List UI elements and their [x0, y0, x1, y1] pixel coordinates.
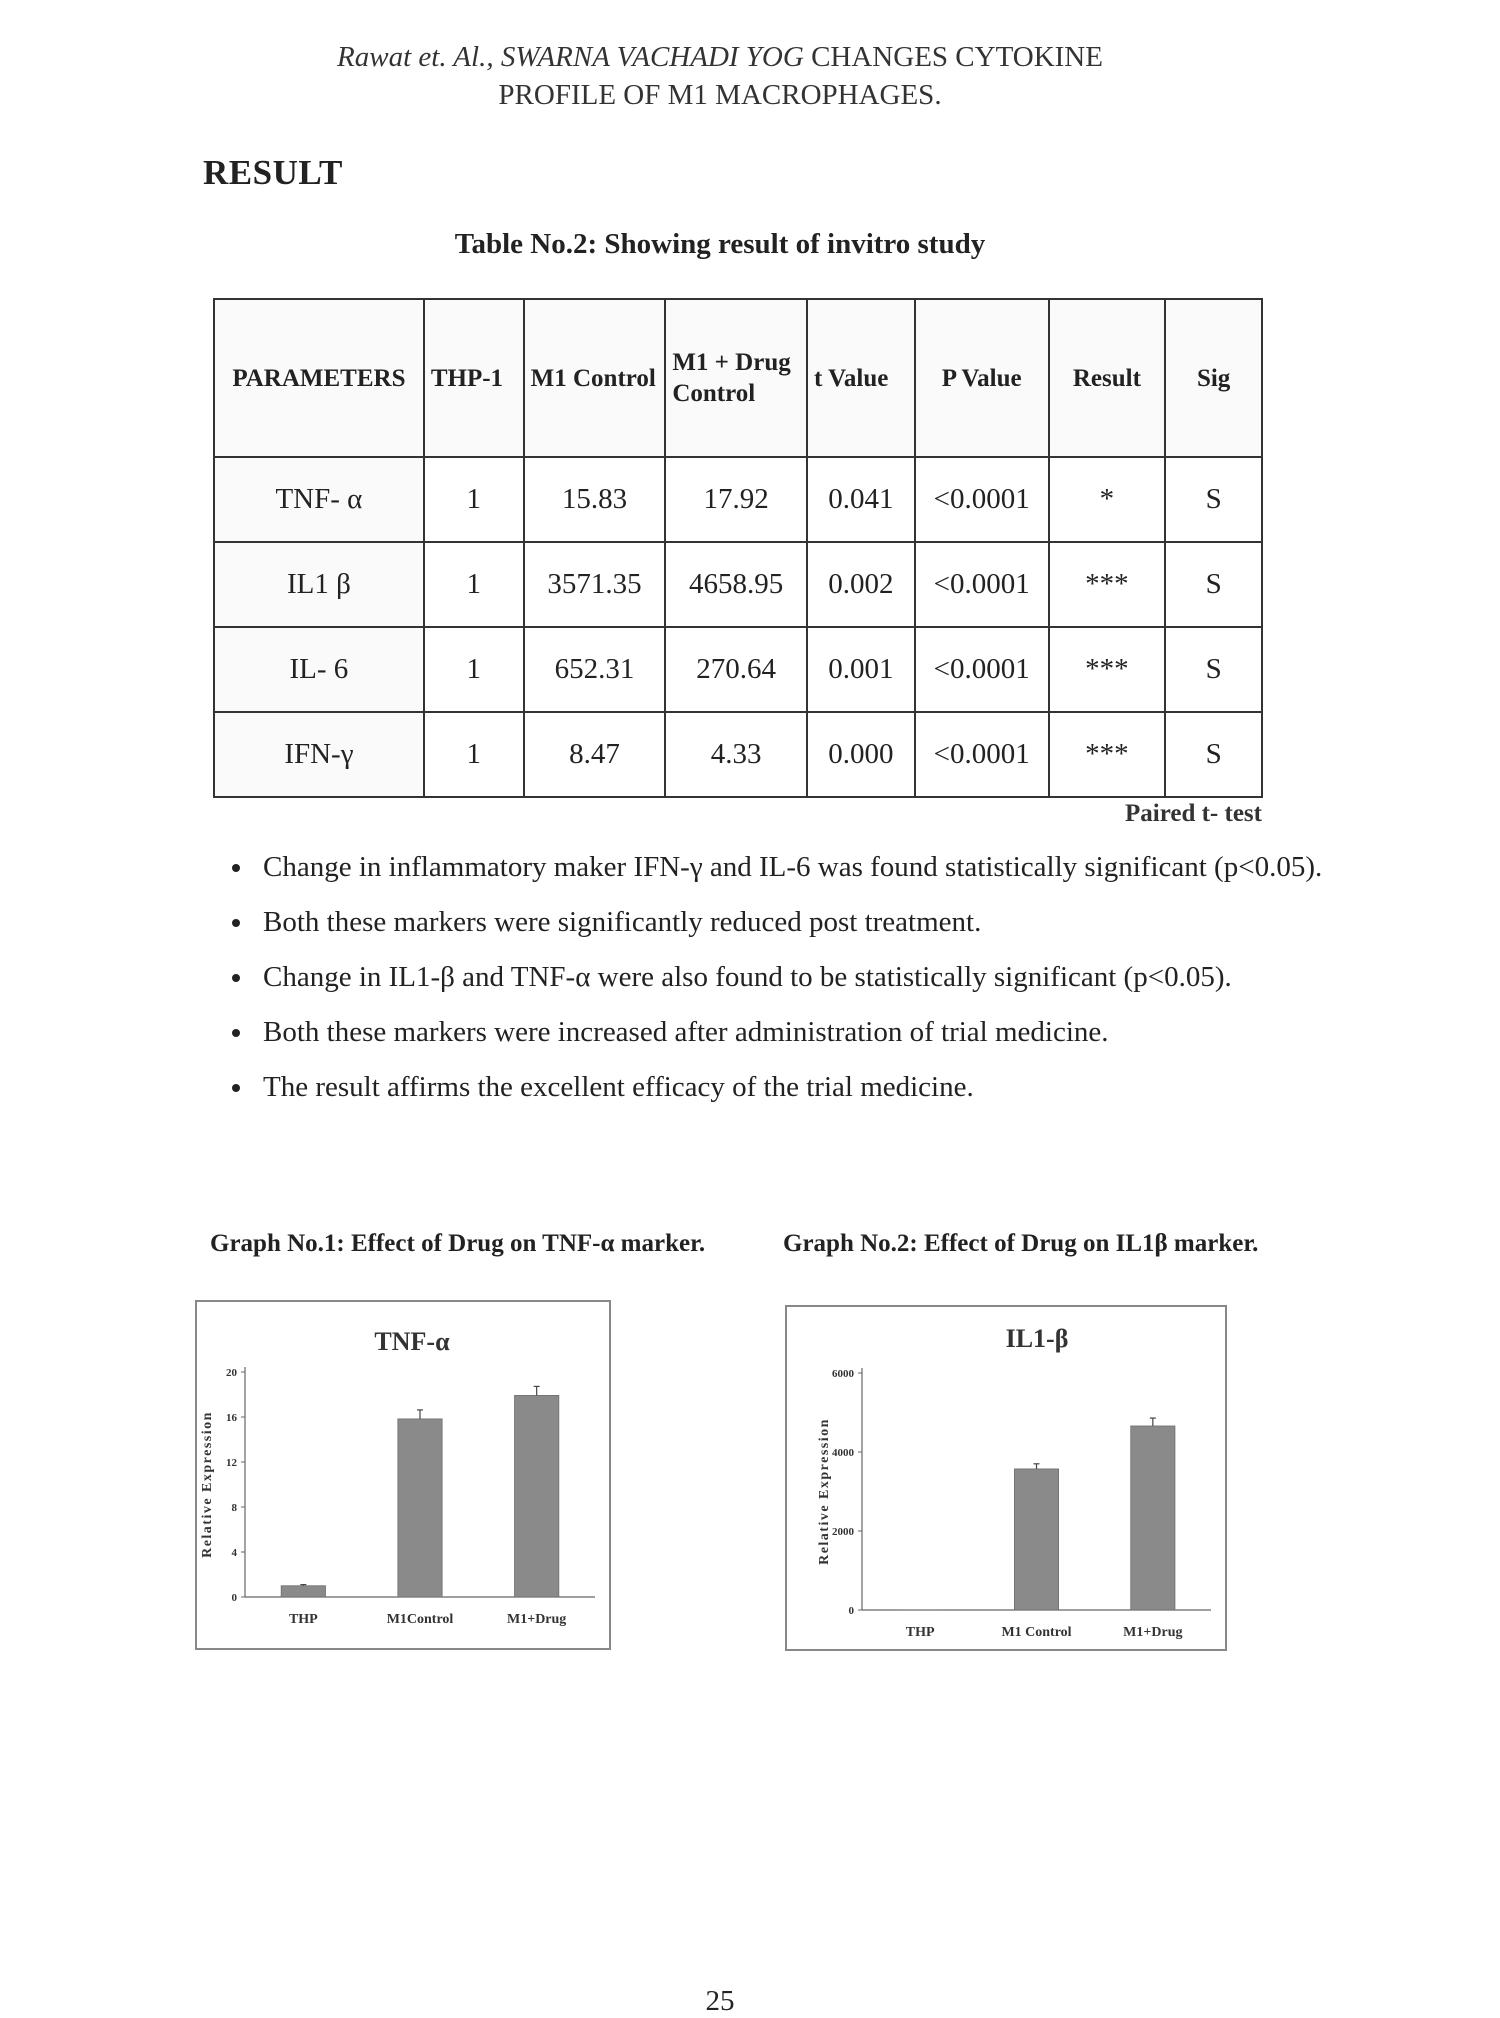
cell-m1drug: 270.64	[665, 627, 807, 712]
cell-m1: 15.83	[524, 457, 666, 542]
findings-list	[205, 840, 1345, 1115]
chart-title: IL1-β	[1006, 1324, 1069, 1353]
tnf-alpha-chart	[197, 1302, 609, 1648]
y-tick-label: 12	[226, 1457, 238, 1469]
cell-p: <0.0001	[915, 542, 1049, 627]
table-note: Paired t- test	[1125, 800, 1262, 828]
y-tick-label: 20	[226, 1367, 238, 1379]
x-tick-label: THP	[906, 1625, 935, 1640]
bar-2	[398, 1419, 442, 1597]
x-tick-label: M1Control	[387, 1612, 454, 1627]
cell-sig: S	[1165, 457, 1262, 542]
cell-m1drug: 4.33	[665, 712, 807, 797]
cell-sig: S	[1165, 712, 1262, 797]
y-axis-label: Relative Expression	[817, 1418, 832, 1565]
table-row	[214, 457, 1262, 542]
header-title-rest: CHANGES CYTOKINE	[811, 41, 1103, 73]
header-title-italic: SWARNA VACHADI YOG	[501, 41, 804, 73]
graph2-caption: Graph No.2: Effect of Drug on IL1β marker.	[783, 1230, 1258, 1258]
header-line-2: PROFILE OF M1 MACROPHAGES.	[0, 76, 1440, 114]
page-number: 25	[0, 1985, 1440, 2018]
x-tick-label: M1+Drug	[1123, 1625, 1182, 1640]
cell-sig: S	[1165, 627, 1262, 712]
x-tick-label: THP	[289, 1612, 318, 1627]
bar-3	[515, 1395, 559, 1597]
col-header-m1-control: M1 Control	[524, 299, 666, 457]
cell-t: 0.001	[807, 627, 915, 712]
cell-m1: 3571.35	[524, 542, 666, 627]
y-tick-label: 2000	[832, 1526, 855, 1538]
cell-p: <0.0001	[915, 627, 1049, 712]
il1-beta-chart	[787, 1307, 1225, 1649]
y-axis-label: Relative Expression	[200, 1411, 215, 1558]
chart-box-il1b	[785, 1305, 1227, 1651]
list-item: • Change in IL1-β and TNF-α were also found to be statistically significant (p<0.05).	[255, 950, 1345, 1005]
cell-t: 0.002	[807, 542, 915, 627]
x-tick-label: M1+Drug	[507, 1612, 566, 1627]
y-tick-label: 8	[232, 1502, 238, 1514]
cell-t: 0.000	[807, 712, 915, 797]
bar-1	[281, 1586, 325, 1597]
table-row	[214, 542, 1262, 627]
col-header-sig: Sig	[1165, 299, 1262, 457]
col-header-t-value: t Value	[807, 299, 915, 457]
cell-t: 0.041	[807, 457, 915, 542]
running-header	[0, 38, 1440, 114]
cell-thp1: 1	[424, 712, 524, 797]
y-tick-label: 0	[232, 1592, 238, 1604]
cell-result: ***	[1049, 542, 1166, 627]
chart-title: TNF-α	[374, 1327, 450, 1356]
table-row	[214, 627, 1262, 712]
cell-m1: 8.47	[524, 712, 666, 797]
list-item: • Change in inflammatory maker IFN-γ and IL-6 was found statistically significant (p<0.05).	[255, 840, 1345, 895]
table-header-row	[214, 299, 1262, 457]
cell-result: *	[1049, 457, 1166, 542]
table-caption: Table No.2: Showing result of invitro study	[0, 228, 1440, 261]
bar-3	[1131, 1426, 1175, 1610]
header-authors: Rawat et. Al.,	[337, 41, 494, 73]
y-tick-label: 16	[226, 1412, 238, 1424]
cell-thp1: 1	[424, 457, 524, 542]
cell-param: TNF- α	[214, 457, 424, 542]
cell-result: ***	[1049, 627, 1166, 712]
cell-thp1: 1	[424, 542, 524, 627]
x-tick-label: M1 Control	[1001, 1625, 1071, 1640]
cell-thp1: 1	[424, 627, 524, 712]
list-item: • Both these markers were significantly reduced post treatment.	[255, 895, 1345, 950]
cell-p: <0.0001	[915, 457, 1049, 542]
table-row	[214, 712, 1262, 797]
col-header-thp1: THP-1	[424, 299, 524, 457]
cell-m1drug: 4658.95	[665, 542, 807, 627]
cell-result: ***	[1049, 712, 1166, 797]
cell-param: IFN-γ	[214, 712, 424, 797]
list-item: • Both these markers were increased after administration of trial medicine.	[255, 1005, 1345, 1060]
bar-2	[1014, 1469, 1058, 1610]
y-tick-label: 0	[849, 1605, 855, 1617]
y-tick-label: 4000	[832, 1447, 855, 1459]
col-header-m1-drug-control: M1 + Drug Control	[665, 299, 807, 457]
col-header-result: Result	[1049, 299, 1166, 457]
cell-sig: S	[1165, 542, 1262, 627]
list-item: • The result affirms the excellent efficacy of the trial medicine.	[255, 1060, 1345, 1115]
cell-p: <0.0001	[915, 712, 1049, 797]
y-tick-label: 4	[232, 1547, 238, 1559]
col-header-parameters: PARAMETERS	[214, 299, 424, 457]
graph1-caption: Graph No.1: Effect of Drug on TNF-α marker.	[210, 1230, 705, 1258]
cell-param: IL- 6	[214, 627, 424, 712]
y-tick-label: 6000	[832, 1368, 855, 1380]
results-table	[213, 298, 1263, 798]
cell-m1: 652.31	[524, 627, 666, 712]
cell-param: IL1 β	[214, 542, 424, 627]
cell-m1drug: 17.92	[665, 457, 807, 542]
col-header-p-value: P Value	[915, 299, 1049, 457]
section-title: RESULT	[203, 153, 343, 193]
header-line-1	[0, 38, 1440, 76]
chart-box-tnf	[195, 1300, 611, 1650]
